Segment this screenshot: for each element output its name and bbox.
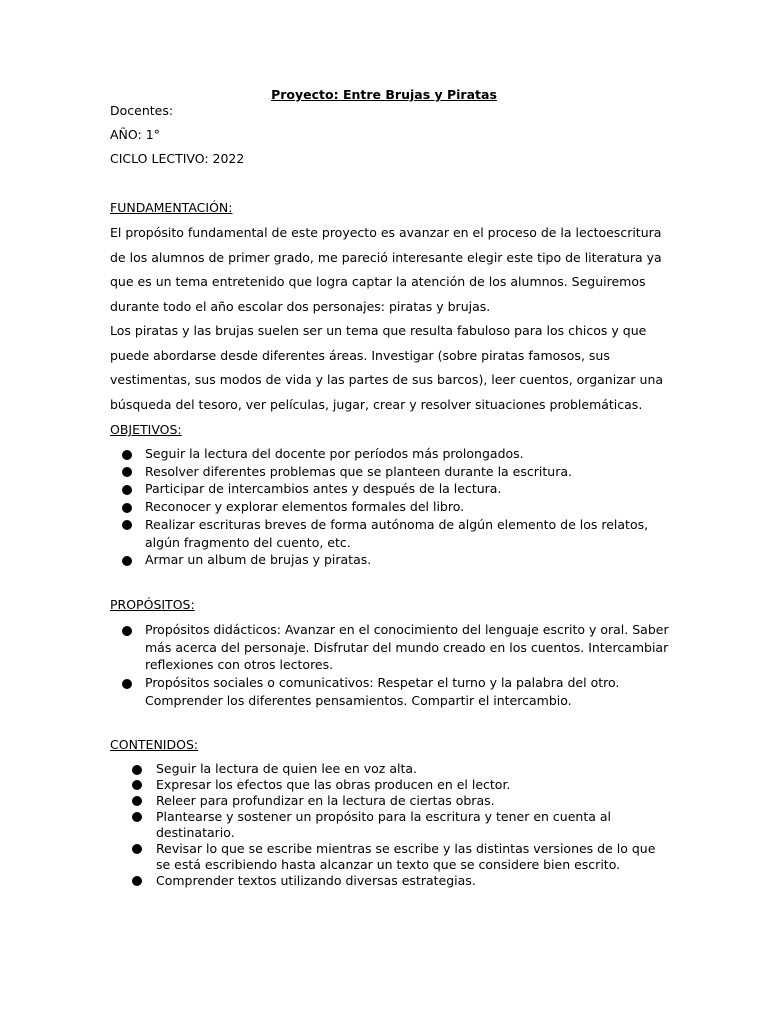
objetivos-list	[145, 445, 675, 569]
propositos-list	[145, 621, 670, 710]
propositos-heading: PROPÓSITOS:	[110, 597, 195, 612]
list-item: Expresar los efectos que las obras producen en el lector.	[156, 777, 656, 793]
objetivos-heading: OBJETIVOS:	[110, 422, 182, 437]
document-title: Proyecto: Entre Brujas y Piratas	[271, 87, 497, 102]
ciclo-lectivo-label: CICLO LECTIVO: 2022	[110, 151, 245, 166]
contenidos-heading: CONTENIDOS:	[110, 737, 199, 752]
list-item: Seguir la lectura del docente por períodos más prolongados.	[145, 445, 675, 463]
contenidos-list	[156, 761, 656, 889]
list-item: Resolver diferentes problemas que se planteen durante la escritura.	[145, 463, 675, 481]
list-item: Plantearse y sostener un propósito para la escritura y tener en cuenta al destinatario.	[156, 809, 656, 841]
list-item: Revisar lo que se escribe mientras se escribe y las distintas versiones de lo que se está escribiendo hasta alcanzar un texto que se considere bien escrito.	[156, 840, 656, 872]
fundamentacion-paragraph-2: Los piratas y las brujas suelen ser un tema que resulta fabuloso para los chicos y que puede abordarse desde diferentes áreas. Investigar (sobre piratas famosos, sus vestimentas, sus modos de vida y las partes de sus barcos), leer cuentos, organizar una búsqueda del tesoro, ver películas, jugar, crear y resolver situaciones problemáticas.	[110, 323, 664, 412]
list-item: Propósitos sociales o comunicativos: Respetar el turno y la palabra del otro. Comprender los diferentes pensamientos. Compartir el intercambio.	[145, 674, 670, 709]
docentes-label: Docentes:	[110, 103, 174, 118]
list-item: Armar un album de brujas y piratas.	[145, 551, 675, 569]
fundamentacion-paragraph-1: El propósito fundamental de este proyecto es avanzar en el proceso de la lectoescritura de los alumnos de primer grado, me pareció interesante elegir este tipo de literatura ya que es un tema entretenido que logra captar la atención de los alumnos. Seguiremos durante todo el año escolar dos personajes: piratas y brujas.	[110, 225, 662, 314]
list-item: Releer para profundizar en la lectura de ciertas obras.	[156, 793, 656, 809]
anio-label: AÑO: 1°	[110, 127, 160, 142]
list-item: Seguir la lectura de quien lee en voz alta.	[156, 761, 656, 777]
list-item: Propósitos didácticos: Avanzar en el conocimiento del lenguaje escrito y oral. Saber más acerca del personaje. Disfrutar del mundo creado en los cuentos. Intercambiar reflexiones con otros lectores.	[145, 622, 669, 673]
list-item: Realizar escrituras breves de forma autónoma de algún elemento de los relatos, algún fragmento del cuento, etc.	[145, 516, 675, 551]
list-item: Reconocer y explorar elementos formales del libro.	[145, 498, 675, 516]
list-item: Participar de intercambios antes y después de la lectura.	[145, 480, 675, 498]
fundamentacion-heading: FUNDAMENTACIÓN:	[110, 200, 233, 215]
list-item: Comprender textos utilizando diversas estrategias.	[156, 873, 656, 889]
